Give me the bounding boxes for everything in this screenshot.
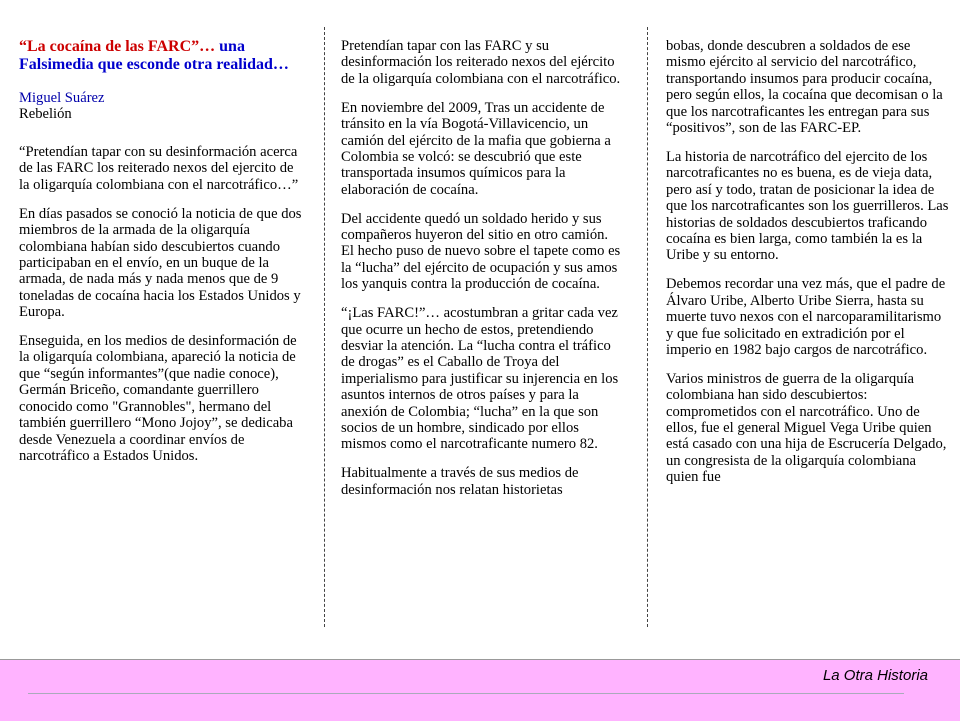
title-blue-2: Falsimedia que esconde otra realidad… <box>19 56 289 73</box>
title-red: “La cocaína de las FARC”… <box>19 38 216 55</box>
byline <box>19 90 302 122</box>
paragraph: Debemos recordar una vez más, que el padre de Álvaro Uribe, Alberto Uribe Sierra, hasta su muerte tuvo nexos con el narcoparamilitarismo y que fue solicitado en extradición por el imperio en 1982 bajo cargos de narcotráfico. <box>666 276 946 358</box>
author-name: Miguel Suárez <box>19 90 105 106</box>
paragraph: En noviembre del 2009, Tras un accidente de tránsito en la vía Bogotá-Villavicencio, un camión del ejército de la mafia que gobierna a Colombia se volcó: se descubrió que este transportada insumos químicos para la elaboración de cocaína. <box>341 99 611 198</box>
column-2 <box>341 38 624 511</box>
paragraph: “Pretendían tapar con su desinformación acerca de las FARC los reiterado nexos del ejercito de la oligarquía colombiana con el narcotráfico…” <box>19 144 299 193</box>
column-3 <box>666 38 949 498</box>
paragraph: La historia de narcotráfico del ejercito de los narcotraficantes no es buena, es de vieja data, pero así y todo, tratan de posicionar la idea de que los narcotraficantes son los guerrilleros. Las historias de soldados descubiertos traficando cocaína es bien larga, como también la es la Uribe y su entorno. <box>666 148 949 264</box>
paragraph: Habitualmente a través de sus medios de desinformación nos relatan historietas <box>341 465 579 498</box>
paragraph: En días pasados se conoció la noticia de que dos miembros de la armada de la oligarquía colombiana habían sido descubiertos cuando participaban en el envío, en un buque de la armada, de nada más y nada menos que de 9 toneladas de cocaína hacia los Estados Unidos y Europa. <box>19 205 302 321</box>
source-name: Rebelión <box>19 106 72 122</box>
paragraph: Enseguida, en los medios de desinformación de la oligarquía colombiana, apareció la noticia de que “según informantes”(que nadie conoce), Germán Briceño, comandante guerrillero conocido como "Grannobles", hermano del también guerrillero “Mono Jojoy”, se dedicaba desde Venezuela a coordinar envíos de narcotráfico a Estados Unidos. <box>19 333 297 464</box>
paragraph: bobas, donde descubren a soldados de ese mismo ejército al servicio del narcotráfico, transportando insumos para producir cocaína, pero según ellos, la cocaína que decomisan o la que los narcotraficantes les entregan para sus “positivos”, son de las FARC-EP. <box>666 38 943 137</box>
paragraph: Varios ministros de guerra de la oligarquía colombiana han sido descubiertos: comprometidos con el narcotráfico. Uno de ellos, fue el general Miguel Vega Uribe quien está casado con una hija de Escrucería Delgado, un congresista de la oligarquía colombiana quien fue <box>666 370 947 486</box>
paragraph: Del accidente quedó un soldado herido y sus compañeros huyeron del sitio en otro camión. El hecho puso de nuevo sobre el tapete como es la “lucha” del ejército de ocupación y sus amos los yanquis contra la producción de cocaína. <box>341 210 621 293</box>
footer-label: La Otra Historia <box>822 667 928 684</box>
column-divider-2 <box>647 27 648 627</box>
footer-bar <box>0 659 960 721</box>
paragraph: Pretendían tapar con las FARC y su desinformación los reiterado nexos del ejército de la oligarquía colombiana con el narcotráfico. <box>341 38 621 87</box>
article-title <box>19 38 302 74</box>
title-blue-1: una <box>215 38 245 55</box>
column-1 <box>19 38 302 477</box>
column-divider-1 <box>324 27 325 627</box>
footer-rule <box>28 693 904 694</box>
paragraph: “¡Las FARC!”… acostumbran a gritar cada vez que ocurre un hecho de estos, pretendiendo desviar la atención. La “lucha contra el tráfico de drogas” es el Caballo de Troya del imperialismo para justificar su injerencia en los asuntos internos de otros países y para la anexión de Colombia; “lucha” en la que son socios de un hombre, sindicado por ellos mismos como el narcotraficante numero 82. <box>341 305 619 453</box>
